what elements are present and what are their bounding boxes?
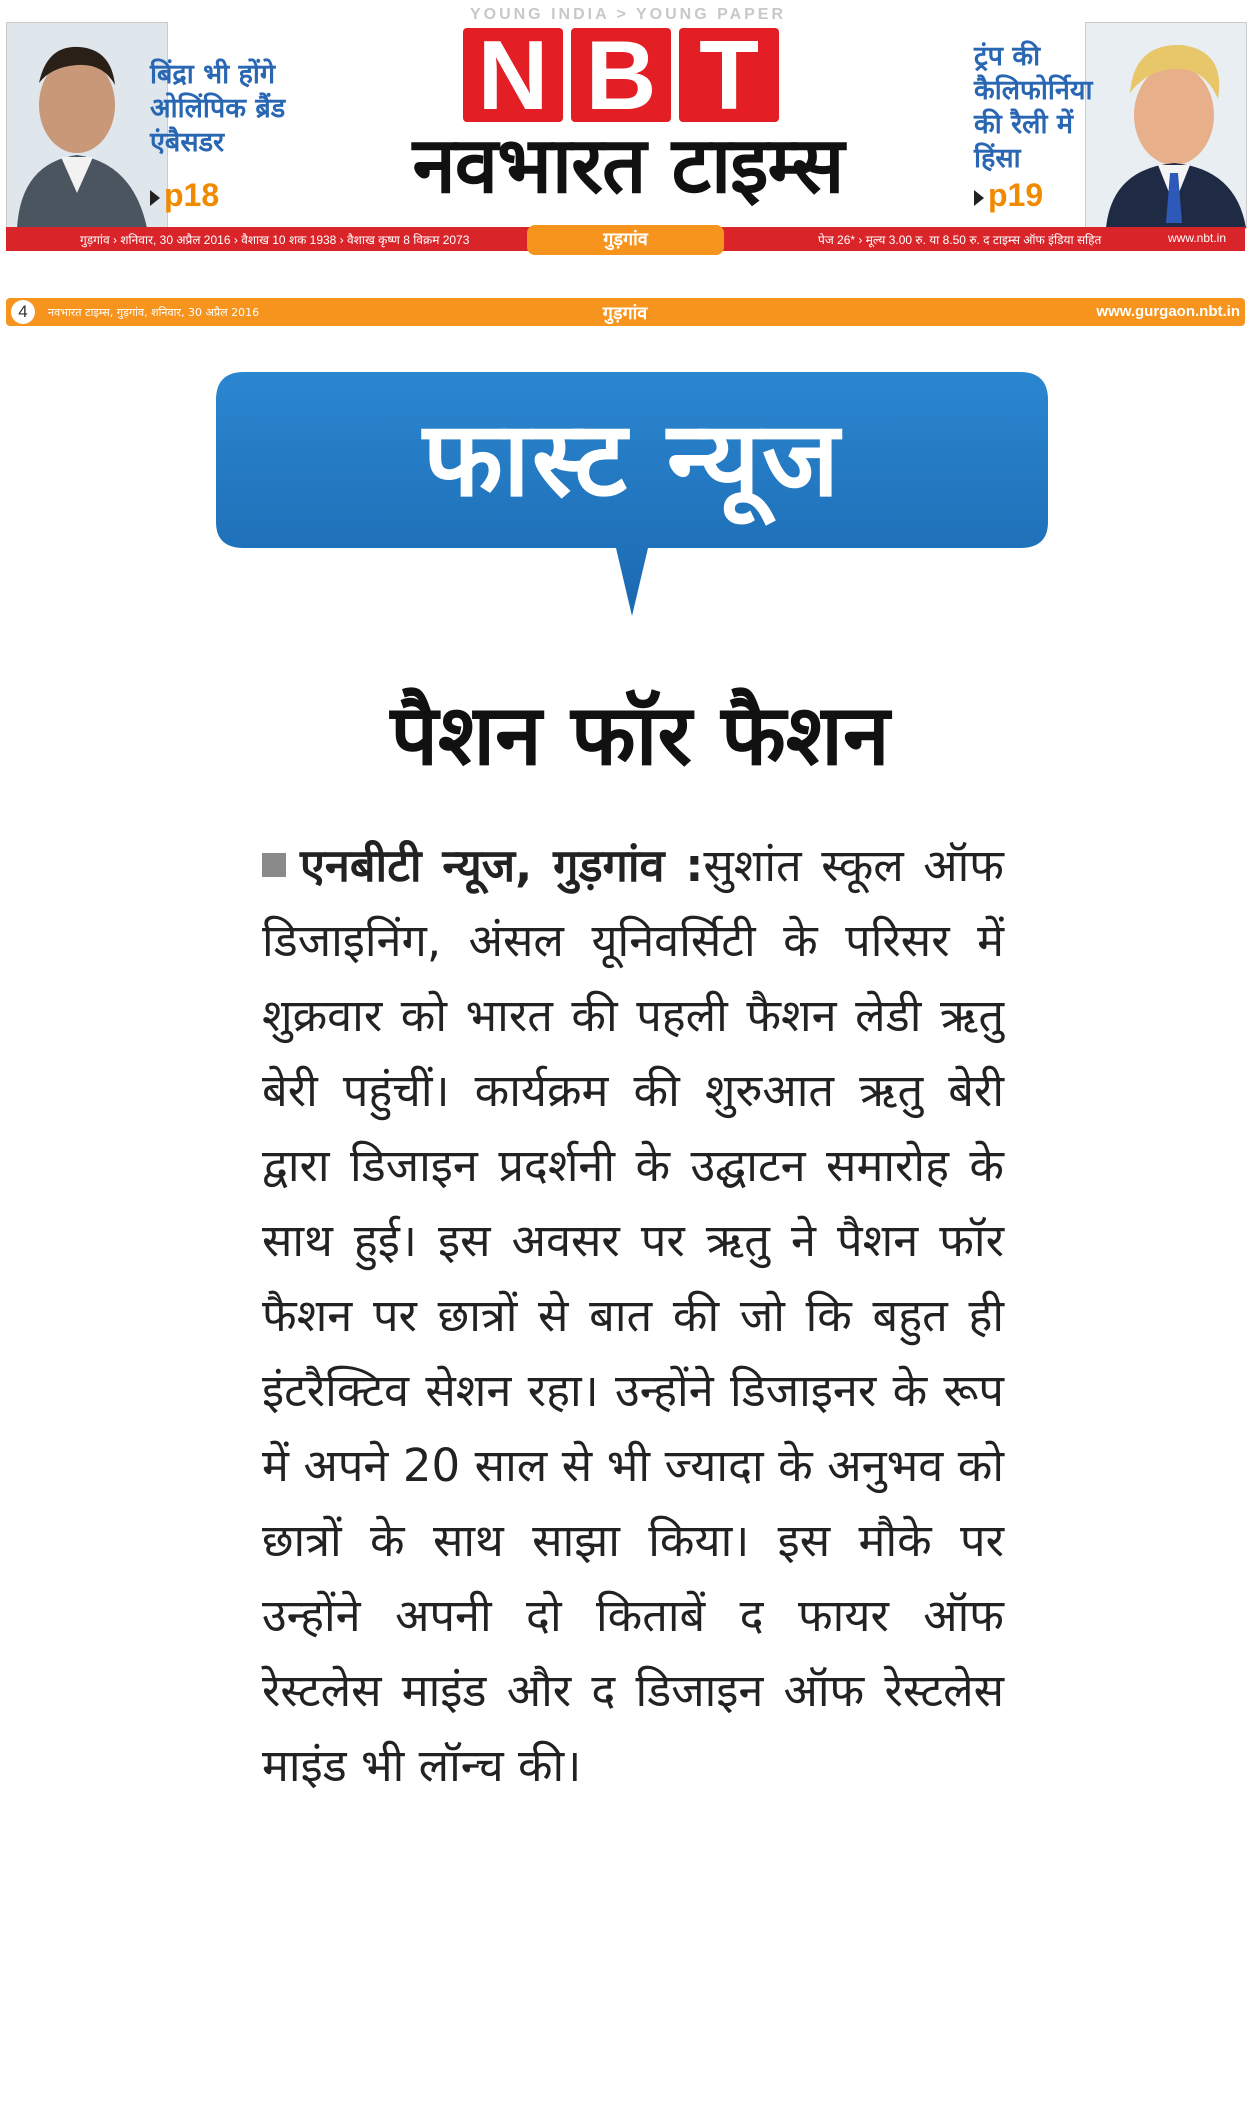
play-arrow-icon (974, 190, 984, 206)
section-title: फास्ट न्यूज (422, 398, 842, 520)
left-teaser-page-link[interactable] (150, 177, 219, 214)
page-header-url[interactable]: www.gurgaon.nbt.in (1096, 303, 1240, 320)
article-dateline: एनबीटी न्यूज, गुड़गांव : (300, 839, 704, 892)
logo-letter: B (571, 28, 671, 122)
tagline: YOUNG INDIA > YOUNG PAPER (469, 6, 787, 23)
brand-name-hindi: नवभारत टाइम्स (412, 121, 844, 211)
left-teaser-headline[interactable]: बिंद्रा भी होंगे ओलिंपिक ब्रैंड एंबैसडर (150, 59, 286, 158)
section-banner (216, 372, 1048, 616)
article-headline: पैशन फॉर फैशन (390, 686, 890, 784)
logo-letter: T (679, 28, 779, 122)
article-paragraph (262, 828, 1004, 1803)
site-link[interactable]: www.nbt.in (1168, 231, 1227, 245)
bullet-square-icon (262, 853, 286, 877)
politician-photo (1085, 22, 1247, 229)
page-header-date: नवभारत टाइम्स, गुड़गांव, शनिवार, 30 अप्रैल 2016 (48, 306, 260, 319)
article-body (262, 828, 1004, 1803)
page-header-city: गुड़गांव (602, 303, 648, 324)
left-teaser-page: p18 (164, 177, 220, 213)
athlete-photo (6, 22, 168, 229)
right-teaser-page-link[interactable] (974, 177, 1043, 214)
right-teaser-page: p19 (988, 177, 1044, 213)
edition-city-badge: गुड़गांव (527, 225, 724, 255)
politician-portrait-icon (1086, 23, 1246, 228)
logo-letter: N (463, 28, 563, 122)
page-number: 4 (11, 300, 35, 324)
article-text: सुशांत स्कूल ऑफ डिजाइनिंग, अंसल यूनिवर्सिटी के परिसर में शुक्रवार को भारत की पहली फैशन लेडी ऋतु बेरी पहुंचीं। कार्यक्रम की शुरुआत ऋतु बेरी द्वारा डिजाइन प्रदर्शनी के उद्घाटन समारोह के साथ हुई। इस अवसर पर ऋतु ने पैशन फॉर फैशन पर छात्रों से बात की जो कि बहुत ही इंटरैक्टिव सेशन रहा। उन्होंने डिजाइनर के रूप में अपने 20 साल से भी ज्यादा के अनुभव को छात्रों के साथ साझा किया। इस मौके पर उन्होंने अपनी दो किताबें द फायर ऑफ रेस्टलेस माइंड और द डिजाइन ऑफ रेस्टलेस माइंड भी लॉन्च की। (262, 839, 1004, 1792)
athlete-portrait-icon (7, 23, 167, 228)
nbt-logo[interactable] (463, 20, 779, 130)
edition-date: गुड़गांव › शनिवार, 30 अप्रैल 2016 › वैशाख 10 शक 1938 › वैशाख कृष्ण 8 विक्रम 2073 (80, 233, 470, 247)
right-teaser-headline[interactable]: ट्रंप की कैलिफोर्निया की रैली में हिंसा (974, 41, 1093, 174)
play-arrow-icon (150, 190, 160, 206)
price-info: पेज 26* › मूल्य 3.00 रु. या 8.50 रु. द टाइम्स ऑफ इंडिया सहित (818, 233, 1102, 247)
